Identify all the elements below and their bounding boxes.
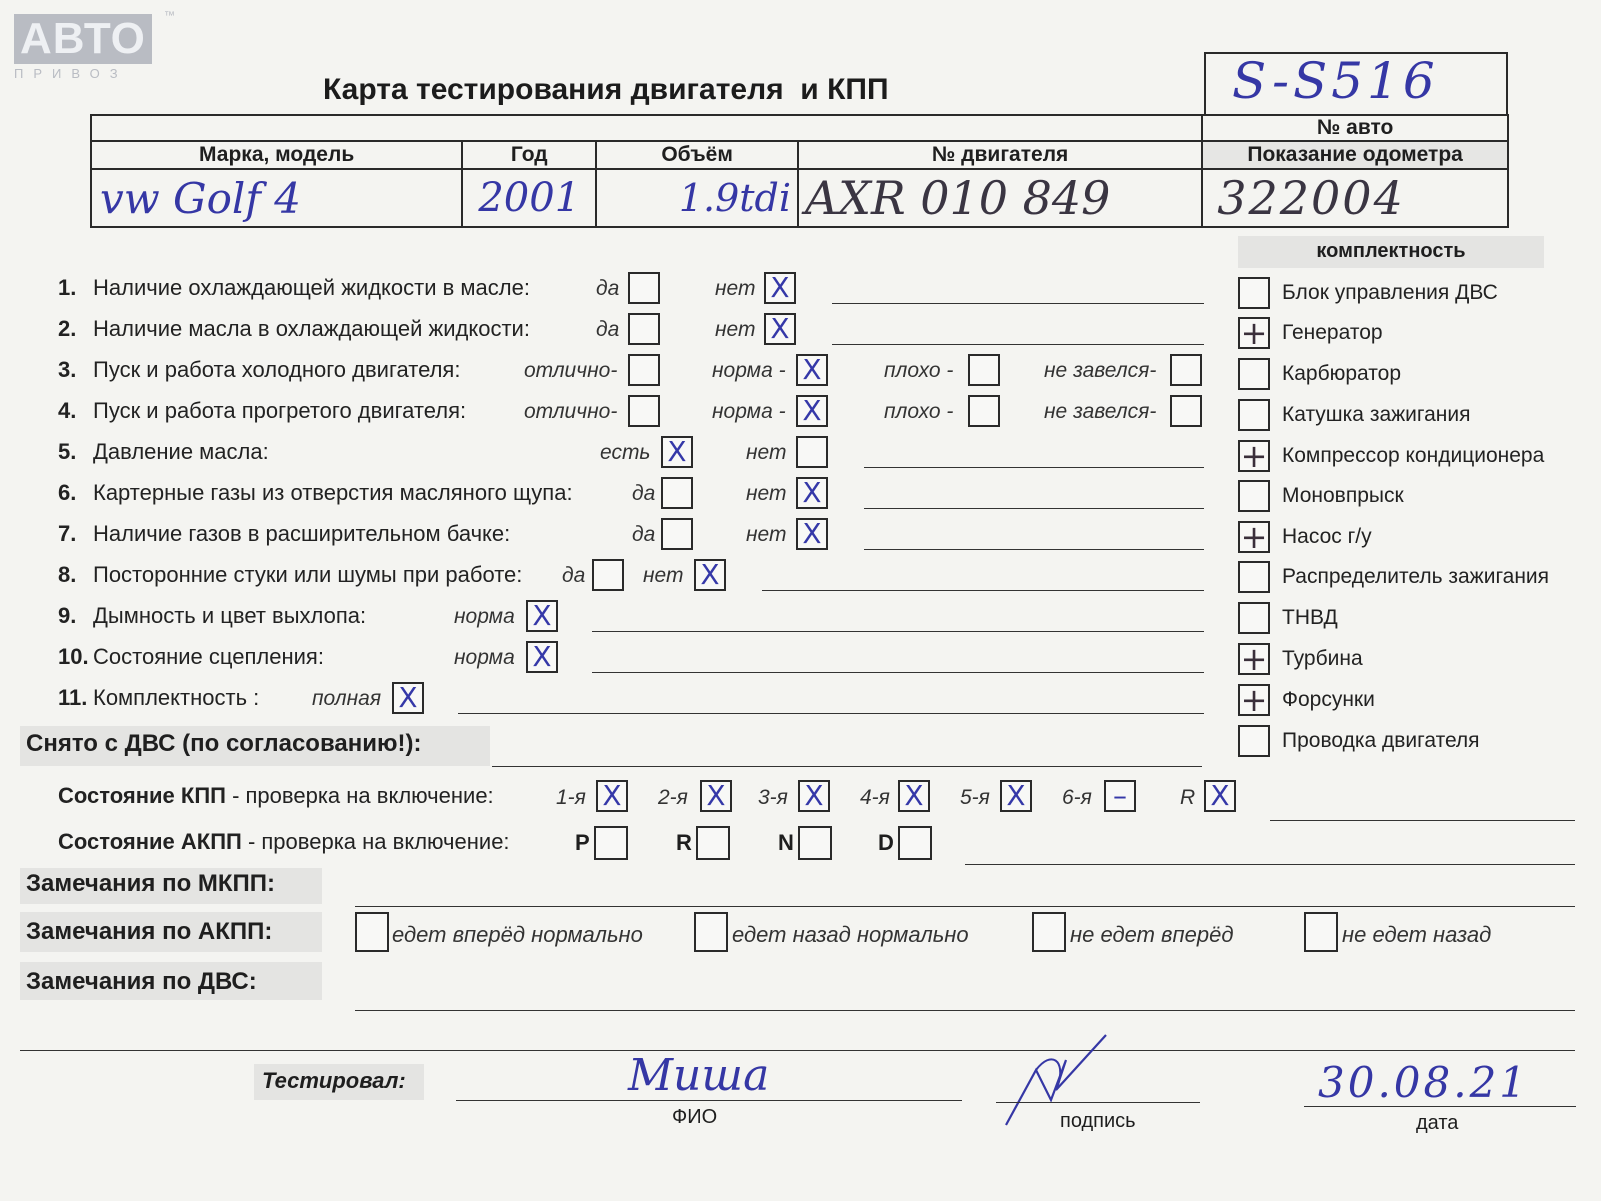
- check-comment-line: [832, 344, 1204, 345]
- check-comment-line: [458, 713, 1204, 714]
- check-question: Давление масла:: [93, 439, 269, 464]
- check-comment-line: [592, 672, 1204, 673]
- check-comment-line: [864, 467, 1204, 468]
- check-option-checkbox[interactable]: [526, 641, 558, 673]
- check-mark: X: [802, 517, 822, 550]
- akpp-remark-label: едет назад нормально: [732, 922, 969, 947]
- akpp-position-label: P: [575, 830, 590, 855]
- kpp-gear-label: 4-я: [860, 786, 890, 809]
- check-number: 11.: [58, 685, 88, 710]
- akpp-label-bold: Состояние АКПП: [58, 829, 242, 854]
- kpp-gear-checkbox[interactable]: [898, 780, 930, 812]
- check-question: Дымность и цвет выхлопа:: [93, 603, 367, 628]
- completeness-mark: +: [1240, 437, 1268, 475]
- tested-label: Тестировал:: [262, 1068, 406, 1093]
- completeness-checkbox[interactable]: [1238, 561, 1270, 593]
- kpp-gear-checkbox[interactable]: [1204, 780, 1236, 812]
- odometer-value: 322004: [1217, 171, 1405, 225]
- check-option-checkbox[interactable]: [796, 354, 828, 386]
- completeness-item-label: Катушка зажигания: [1282, 403, 1471, 426]
- date-value: 30.08.21: [1318, 1058, 1530, 1107]
- check-mark: X: [770, 271, 790, 304]
- kpp-gear-mark: X: [1210, 779, 1230, 812]
- completeness-checkbox[interactable]: [1238, 681, 1270, 719]
- completeness-mark: [1240, 482, 1268, 510]
- kpp-gear-label: 3-я: [758, 786, 788, 809]
- check-option-checkbox[interactable]: [764, 313, 796, 345]
- check-mark: X: [802, 476, 822, 509]
- completeness-item-label: Компрессор кондиционера: [1282, 444, 1545, 467]
- check-number: 2.: [58, 316, 77, 341]
- year-value: 2001: [478, 175, 581, 221]
- check-option-label: да: [562, 564, 586, 587]
- completeness-item-label: Насос г/у: [1282, 525, 1372, 548]
- completeness-item-label: Блок управления ДВС: [1282, 281, 1498, 304]
- completeness-checkbox[interactable]: [1238, 399, 1270, 431]
- completeness-mark: [1240, 279, 1268, 307]
- remarks-mkpp-line: [355, 906, 1575, 907]
- engine-label: № двигателя: [931, 143, 1069, 166]
- check-mark: X: [398, 681, 418, 714]
- check-option-checkbox[interactable]: [694, 559, 726, 591]
- brand-value: vw Golf 4: [100, 173, 301, 223]
- volume-label: Объём: [661, 143, 733, 166]
- check-option-checkbox[interactable]: [392, 682, 424, 714]
- car-number-value: S-S516: [1232, 52, 1439, 110]
- akpp-line: [965, 864, 1575, 865]
- akpp-position-checkbox[interactable]: [798, 826, 832, 860]
- remarks-mkpp-label: Замечания по МКПП:: [26, 870, 276, 897]
- check-mark: [1172, 356, 1200, 384]
- check-comment-line: [592, 631, 1204, 632]
- logo-main: АВТО: [14, 14, 152, 64]
- logo-sub: ПРИВОЗ: [14, 66, 128, 81]
- akpp-position-mark: [900, 828, 930, 858]
- completeness-mark: [1240, 360, 1268, 388]
- kpp-gear-checkbox[interactable]: [1104, 780, 1136, 812]
- completeness-mark: +: [1240, 518, 1268, 556]
- check-option-label: не завелся-: [1044, 400, 1157, 423]
- kpp-gear-checkbox[interactable]: [798, 780, 830, 812]
- check-number: 8.: [58, 562, 77, 587]
- check-number: 7.: [58, 521, 77, 546]
- check-comment-line: [864, 549, 1204, 550]
- check-option-checkbox[interactable]: [628, 395, 660, 427]
- check-mark: [630, 397, 658, 425]
- fio-line: [456, 1100, 962, 1101]
- check-option-label: да: [632, 523, 656, 546]
- check-option-label: плохо -: [884, 359, 954, 382]
- check-option-label: норма: [454, 646, 515, 669]
- akpp-position-label: N: [778, 830, 794, 855]
- check-question: Наличие масла в охлаждающей жидкости:: [93, 316, 530, 341]
- check-question: Пуск и работа холодного двигателя:: [93, 357, 461, 382]
- check-option-label: норма: [454, 605, 515, 628]
- check-mark: [1172, 397, 1200, 425]
- kpp-gear-mark: –: [1113, 779, 1127, 812]
- kpp-line: [1270, 820, 1575, 821]
- check-question: Наличие газов в расширительном бачке:: [93, 521, 511, 546]
- check-option-checkbox[interactable]: [796, 477, 828, 509]
- remarks-akpp-label: Замечания по АКПП:: [26, 918, 273, 945]
- kpp-gear-mark: X: [904, 779, 924, 812]
- check-option-checkbox[interactable]: [628, 313, 660, 345]
- check-option-label: полная: [312, 687, 382, 710]
- check-mark: [798, 438, 826, 466]
- check-mark: [970, 356, 998, 384]
- check-question: Картерные газы из отверстия масляного щупа:: [93, 480, 573, 505]
- akpp-remark-label: не едет вперёд: [1070, 922, 1234, 947]
- check-number: 4.: [58, 398, 77, 423]
- check-option-checkbox[interactable]: [796, 436, 828, 468]
- akpp-position-checkbox[interactable]: [594, 826, 628, 860]
- akpp-remark-checkbox[interactable]: [355, 912, 389, 952]
- completeness-item-label: Распределитель зажигания: [1282, 565, 1550, 588]
- akpp-position-checkbox[interactable]: [696, 826, 730, 860]
- check-option-label: отлично-: [524, 400, 618, 423]
- check-question: Пуск и работа прогретого двигателя:: [93, 398, 467, 423]
- kpp-gear-mark: X: [706, 779, 726, 812]
- kpp-gear-checkbox[interactable]: [596, 780, 628, 812]
- check-number: 1.: [58, 275, 77, 300]
- check-option-label: отлично-: [524, 359, 618, 382]
- check-option-checkbox[interactable]: [1170, 395, 1202, 427]
- completeness-mark: +: [1240, 314, 1268, 352]
- completeness-checkbox[interactable]: [1238, 725, 1270, 757]
- check-mark: X: [770, 312, 790, 345]
- kpp-gear-label: 5-я: [960, 786, 990, 809]
- kpp-gear-label: R: [1180, 786, 1196, 809]
- signature-line: [996, 1102, 1200, 1103]
- check-option-checkbox[interactable]: [968, 354, 1000, 386]
- kpp-gear-checkbox[interactable]: [1000, 780, 1032, 812]
- brand-label: Марка, модель: [199, 143, 355, 166]
- car-number-box: [1204, 52, 1508, 114]
- completeness-checkbox[interactable]: [1238, 314, 1270, 352]
- completeness-checkbox[interactable]: [1238, 358, 1270, 390]
- completeness-mark: [1240, 401, 1268, 429]
- completeness-item-label: Карбюратор: [1282, 362, 1402, 385]
- volume-value: 1.9tdi: [678, 176, 791, 220]
- odometer-label: Показание одометра: [1247, 143, 1463, 166]
- check-option-label: не завелся-: [1044, 359, 1157, 382]
- check-number: 9.: [58, 603, 77, 628]
- akpp-remark-checkbox[interactable]: [694, 912, 728, 952]
- check-number: 10.: [58, 644, 89, 669]
- completeness-item-label: Турбина: [1282, 647, 1363, 670]
- check-option-label: нет: [715, 277, 756, 300]
- check-option-checkbox[interactable]: [1170, 354, 1202, 386]
- check-mark: [630, 356, 658, 384]
- remarks-dvs-line: [355, 1010, 1575, 1011]
- check-option-checkbox[interactable]: [796, 395, 828, 427]
- check-number: 6.: [58, 480, 77, 505]
- check-option-checkbox[interactable]: [661, 436, 693, 468]
- completeness-title: комплектность: [1316, 240, 1466, 262]
- check-mark: [663, 520, 691, 548]
- check-option-checkbox[interactable]: [592, 559, 624, 591]
- completeness-checkbox[interactable]: [1238, 437, 1270, 475]
- check-option-label: есть: [600, 441, 651, 464]
- check-mark: X: [802, 353, 822, 386]
- remarks-dvs-label: Замечания по ДВС:: [26, 968, 257, 995]
- check-mark: X: [532, 640, 552, 673]
- completeness-item-label: Генератор: [1282, 321, 1383, 344]
- check-option-checkbox[interactable]: [968, 395, 1000, 427]
- kpp-gear-mark: X: [1006, 779, 1026, 812]
- check-option-label: нет: [746, 482, 787, 505]
- check-option-checkbox[interactable]: [628, 354, 660, 386]
- check-mark: X: [802, 394, 822, 427]
- check-option-label: норма -: [712, 400, 786, 423]
- check-comment-line: [864, 508, 1204, 509]
- check-question: Комплектность :: [93, 685, 260, 710]
- check-mark: [630, 315, 658, 343]
- completeness-checkbox[interactable]: [1238, 640, 1270, 678]
- check-option-checkbox[interactable]: [764, 272, 796, 304]
- check-option-label: нет: [643, 564, 684, 587]
- kpp-gear-label: 2-я: [658, 786, 688, 809]
- check-option-checkbox[interactable]: [796, 518, 828, 550]
- akpp-position-mark: [596, 828, 626, 858]
- check-option-label: норма -: [712, 359, 786, 382]
- year-label: Год: [510, 143, 548, 166]
- signature-label: подпись: [1060, 1110, 1136, 1132]
- page-title: Карта тестирования двигателя и КПП: [323, 73, 889, 106]
- akpp-position-label: D: [878, 830, 894, 855]
- check-option-checkbox[interactable]: [628, 272, 660, 304]
- completeness-mark: [1240, 604, 1268, 632]
- completeness-item-label: Проводка двигателя: [1282, 729, 1480, 752]
- akpp-remark-checkbox[interactable]: [1304, 912, 1338, 952]
- completeness-mark: [1240, 563, 1268, 591]
- fio-label: ФИО: [672, 1106, 718, 1128]
- kpp-gear-label: 6-я: [1062, 786, 1092, 809]
- completeness-mark: +: [1240, 640, 1268, 678]
- check-comment-line: [762, 590, 1204, 591]
- akpp-position-mark: [698, 828, 728, 858]
- akpp-label: [58, 829, 510, 855]
- completeness-mark: [1240, 727, 1268, 755]
- check-mark: [663, 479, 691, 507]
- akpp-remark-label: не едет назад: [1342, 922, 1492, 947]
- check-option-label: да: [632, 482, 656, 505]
- fio-value: Миша: [628, 1050, 770, 1101]
- check-number: 5.: [58, 439, 77, 464]
- kpp-label: [58, 783, 494, 809]
- logo: [14, 10, 175, 81]
- check-option-label: нет: [746, 523, 787, 546]
- check-option-checkbox[interactable]: [526, 600, 558, 632]
- check-option-label: да: [596, 318, 620, 341]
- kpp-gear-mark: X: [804, 779, 824, 812]
- completeness-checkbox[interactable]: [1238, 277, 1270, 309]
- removed-line: [492, 766, 1202, 767]
- check-option-checkbox[interactable]: [661, 518, 693, 550]
- kpp-label-rest: - проверка на включение:: [225, 783, 494, 808]
- completeness-checkbox[interactable]: [1238, 480, 1270, 512]
- kpp-gear-checkbox[interactable]: [700, 780, 732, 812]
- check-option-label: нет: [746, 441, 787, 464]
- akpp-label-rest: - проверка на включение:: [241, 829, 510, 854]
- check-question: Состояние сцепления:: [93, 644, 324, 669]
- check-comment-line: [832, 303, 1204, 304]
- akpp-position-checkbox[interactable]: [898, 826, 932, 860]
- completeness-item-label: ТНВД: [1282, 606, 1338, 629]
- kpp-label-bold: Состояние КПП: [58, 783, 226, 808]
- akpp-remark-label: едет вперёд нормально: [392, 922, 643, 947]
- check-mark: [594, 561, 622, 589]
- akpp-remark-checkbox[interactable]: [1032, 912, 1066, 952]
- date-label: дата: [1416, 1112, 1459, 1134]
- akpp-position-label: R: [676, 830, 692, 855]
- check-question: Посторонние стуки или шумы при работе:: [93, 562, 523, 587]
- header-table: [90, 114, 1509, 228]
- engine-value: AXR 010 849: [805, 171, 1111, 225]
- car-number-label: № авто: [1316, 116, 1394, 139]
- completeness-item-label: Моновпрыск: [1282, 484, 1404, 507]
- check-mark: X: [667, 435, 687, 468]
- date-line: [1304, 1106, 1576, 1107]
- logo-trademark: ™: [164, 10, 175, 22]
- completeness-checkbox[interactable]: [1238, 518, 1270, 556]
- check-mark: X: [700, 558, 720, 591]
- check-option-checkbox[interactable]: [661, 477, 693, 509]
- akpp-position-mark: [800, 828, 830, 858]
- completeness-checkbox[interactable]: [1238, 602, 1270, 634]
- check-mark: X: [532, 599, 552, 632]
- completeness-mark: +: [1240, 681, 1268, 719]
- kpp-gear-label: 1-я: [556, 786, 586, 809]
- check-mark: [630, 274, 658, 302]
- check-option-label: да: [596, 277, 620, 300]
- remarks-extra-line: [20, 1050, 1575, 1051]
- kpp-gear-mark: X: [602, 779, 622, 812]
- check-mark: [970, 397, 998, 425]
- check-option-label: плохо -: [884, 400, 954, 423]
- check-option-label: нет: [715, 318, 756, 341]
- removed-label: Снято с ДВС (по согласованию!):: [26, 730, 422, 757]
- check-number: 3.: [58, 357, 77, 382]
- completeness-item-label: Форсунки: [1282, 688, 1375, 711]
- check-question: Наличие охлаждающей жидкости в масле:: [93, 275, 530, 300]
